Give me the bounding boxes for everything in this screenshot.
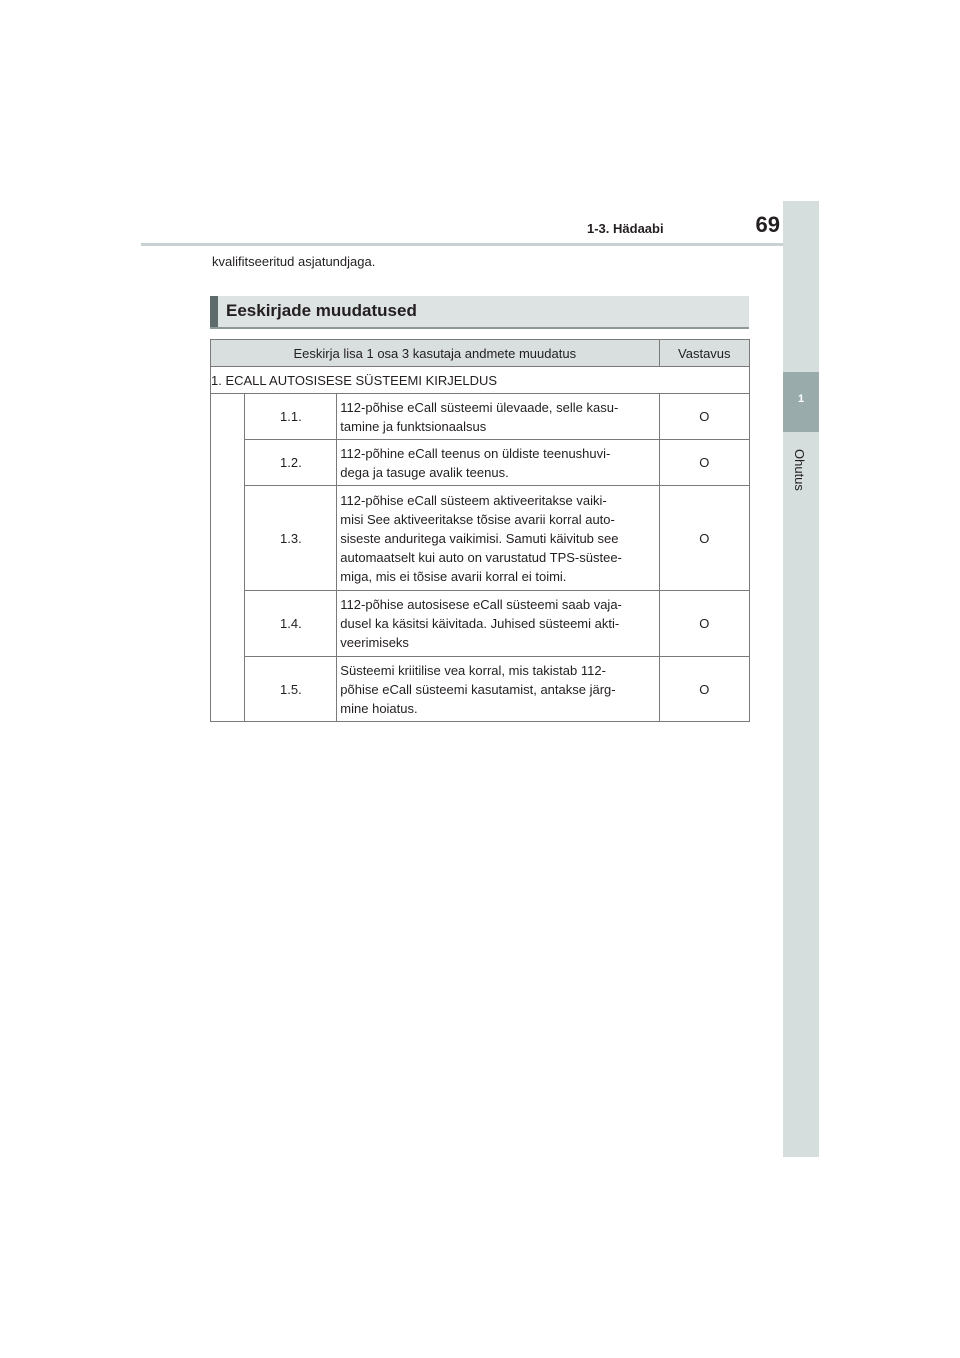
- row-description-line: siseste anduritega vaikimisi. Samuti käivitub see: [340, 530, 619, 546]
- row-description: [337, 486, 659, 591]
- table-row: [211, 440, 750, 486]
- regulation-changes-table: [210, 339, 750, 722]
- row-answer: O: [659, 591, 749, 657]
- row-description-line: veerimiseks: [340, 635, 409, 650]
- table-group-title: 1. ECALL AUTOSISESE SÜSTEEMI KIRJELDUS: [211, 367, 750, 394]
- row-answer: O: [659, 486, 749, 591]
- table-header-compliance: Vastavus: [659, 340, 749, 367]
- table-row: [211, 394, 750, 440]
- row-description-line: 112-põhine eCall teenus on üldiste teenushuvi-: [340, 445, 611, 461]
- row-answer: O: [659, 657, 749, 722]
- row-description: [337, 591, 659, 657]
- table-row: [211, 657, 750, 722]
- header-section-title: 1-3. Hädaabi: [587, 221, 664, 236]
- row-answer: O: [659, 440, 749, 486]
- row-answer: O: [659, 394, 749, 440]
- row-description-line: dega ja tasuge avalik teenus.: [340, 464, 509, 480]
- section-title: Eeskirjade muudatused: [226, 301, 417, 320]
- row-description: [337, 440, 659, 486]
- row-description-line: miga, mis ei tõsise avarii korral ei toimi.: [340, 568, 567, 584]
- header-divider: [141, 243, 784, 246]
- row-number: 1.1.: [245, 394, 337, 440]
- row-description-line: dusel ka käsitsi käivitada. Juhised süsteemi akti-: [340, 616, 620, 631]
- table-header-change: Eeskirja lisa 1 osa 3 kasutaja andmete muudatus: [211, 340, 660, 367]
- row-number: 1.5.: [245, 657, 337, 722]
- row-description-line: mine hoiatus.: [340, 700, 418, 716]
- row-description-line: misi See aktiveeritakse tõsise avarii korral auto-: [340, 511, 615, 527]
- chapter-label: Ohutus: [792, 449, 807, 491]
- row-description-line: automaatselt kui auto on varustatud TPS-süstee-: [340, 549, 622, 565]
- chapter-number-tab: 1: [783, 372, 819, 432]
- row-number: 1.2.: [245, 440, 337, 486]
- indent-cell: [211, 394, 245, 722]
- section-heading: [210, 296, 749, 329]
- section-heading-accent-bar: [210, 296, 218, 327]
- page-number: 69: [755, 212, 780, 237]
- row-description-line: põhise eCall süsteemi kasutamist, antakse järg-: [340, 681, 616, 697]
- row-description-line: 112-põhise autosisese eCall süsteemi saab vaja-: [340, 597, 622, 612]
- row-description-line: 112-põhise eCall süsteem aktiveeritakse vaiki-: [340, 492, 607, 508]
- row-description: [337, 657, 659, 722]
- row-number: 1.4.: [245, 591, 337, 657]
- table-row: [211, 591, 750, 657]
- table-row: [211, 486, 750, 591]
- row-description: [337, 394, 659, 440]
- row-description-line: Süsteemi kriitilise vea korral, mis takistab 112-: [340, 662, 606, 678]
- row-description-line: tamine ja funktsionaalsus: [340, 418, 487, 434]
- chapter-side-tab: [783, 201, 819, 1157]
- intro-text: kvalifitseeritud asjatundjaga.: [212, 254, 376, 269]
- table-header-row: [211, 340, 750, 367]
- table-group-row: [211, 367, 750, 394]
- row-number: 1.3.: [245, 486, 337, 591]
- row-description-line: 112-põhise eCall süsteemi ülevaade, selle kasu-: [340, 399, 619, 415]
